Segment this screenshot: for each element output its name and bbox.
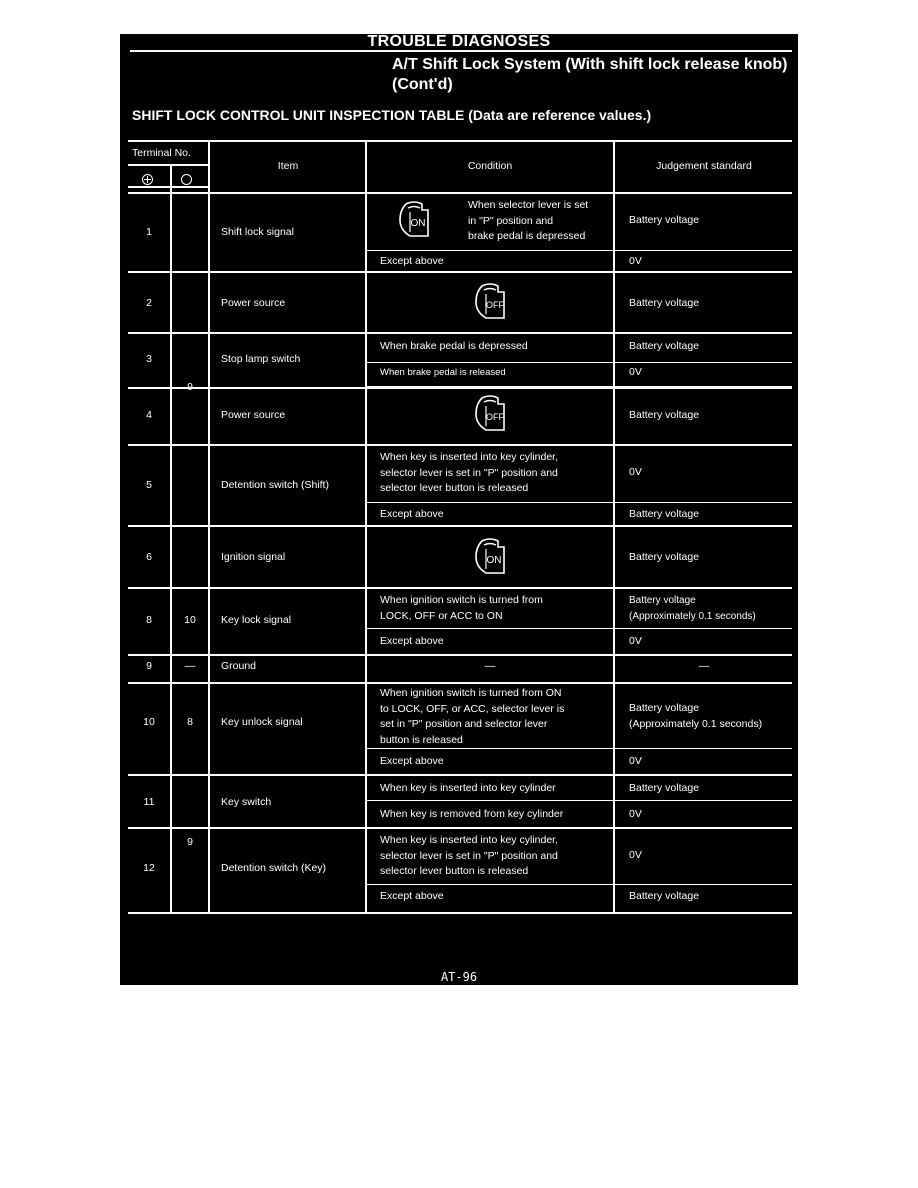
table-rule xyxy=(170,682,208,684)
table-rule xyxy=(128,827,792,829)
key-icon-label: OFF xyxy=(486,300,504,310)
page-number: AT-96 xyxy=(440,970,478,984)
judgement-cell: 0V xyxy=(629,466,642,478)
table-rule xyxy=(170,654,208,656)
condition-cell: When key is inserted into key cylinder, selector lever is set in "P" position and selector lever button is released xyxy=(380,834,558,877)
item-cell: Key unlock signal xyxy=(221,716,303,728)
condition-header: Condition xyxy=(467,160,513,172)
ignition-key-off-icon xyxy=(472,282,508,322)
condition-cell: When ignition switch is turned from ON to LOCK, OFF, or ACC, selector lever is set in "P" position and selector lever button is released xyxy=(380,687,565,746)
terminal-plus: 1 xyxy=(146,226,152,238)
condition-cell: When brake pedal is depressed xyxy=(380,340,528,352)
table-rule xyxy=(128,525,792,527)
condition-cell: Except above xyxy=(380,890,444,902)
table-rule xyxy=(365,386,792,387)
item-cell: Shift lock signal xyxy=(221,226,294,238)
terminal-plus: 4 xyxy=(146,409,152,421)
judgement-cell: Battery voltage xyxy=(629,551,700,563)
table-rule xyxy=(128,186,208,188)
item-cell: Power source xyxy=(221,297,286,309)
terminal-minus: 10 xyxy=(184,614,196,626)
judgement-cell: Battery voltage xyxy=(629,409,700,421)
terminal-plus: 9 xyxy=(146,660,152,672)
condition-cell: When key is inserted into key cylinder, selector lever is set in "P" position and selector lever button is released xyxy=(380,451,558,494)
judgement-header: Judgement standard xyxy=(656,160,752,172)
judgement-cell: 0V xyxy=(629,635,642,647)
judgement-cell: Battery voltage xyxy=(629,214,700,226)
header-rule xyxy=(130,50,792,52)
condition-cell: When brake pedal is released xyxy=(380,367,506,378)
judgement-cell: 0V xyxy=(629,366,642,378)
item-cell: Key lock signal xyxy=(221,614,292,626)
terminal-plus: 12 xyxy=(143,862,155,874)
terminal-plus: 5 xyxy=(146,479,152,491)
table-subtitle: SHIFT LOCK CONTROL UNIT INSPECTION TABLE (Data are reference values.) xyxy=(132,107,652,123)
table-rule xyxy=(128,332,792,334)
table-rule xyxy=(128,164,208,166)
terminal-plus: 6 xyxy=(146,551,152,563)
item-cell: Detention switch (Key) xyxy=(221,862,327,874)
table-rule xyxy=(365,628,792,629)
ignition-key-off-icon xyxy=(472,394,508,434)
judgement-cell: Battery voltage xyxy=(629,890,700,902)
condition-cell: Except above xyxy=(380,635,444,647)
terminal-plus: 11 xyxy=(143,796,155,808)
condition-cell: When key is removed from key cylinder xyxy=(380,808,564,820)
table-rule xyxy=(365,884,792,885)
judgement-cell: Battery voltage (Approximately 0.1 seconds) xyxy=(629,595,756,622)
condition-cell: When key is inserted into key cylinder xyxy=(380,782,556,794)
judgement-cell: 0V xyxy=(629,849,642,861)
condition-cell: — xyxy=(484,660,496,672)
table-rule xyxy=(170,774,208,776)
table-rule xyxy=(128,444,792,446)
table-rule xyxy=(365,502,792,503)
section-title: A/T Shift Lock System (With shift lock release knob) (Cont'd) xyxy=(392,56,788,93)
item-cell: Ground xyxy=(221,660,257,672)
item-header: Item xyxy=(277,160,299,172)
item-cell: Ignition signal xyxy=(221,551,286,563)
table-rule xyxy=(170,587,208,589)
terminal-plus: 2 xyxy=(146,297,152,309)
plus-terminal-icon xyxy=(142,174,153,185)
table-rule xyxy=(128,192,792,194)
table-rule xyxy=(128,140,792,142)
ignition-key-on-icon xyxy=(472,537,508,577)
table-rule xyxy=(128,912,792,914)
ignition-key-on-icon xyxy=(396,200,432,240)
table-rule xyxy=(128,271,792,273)
table-rule xyxy=(365,748,792,749)
terminal-plus: 10 xyxy=(143,716,155,728)
table-rule xyxy=(170,164,172,912)
key-icon-label: OFF xyxy=(486,412,504,422)
table-rule xyxy=(128,587,792,589)
condition-cell: Except above xyxy=(380,255,444,267)
judgement-cell: 0V xyxy=(629,808,642,820)
terminal-minus: 8 xyxy=(187,716,193,728)
item-cell: Power source xyxy=(221,409,286,421)
terminal-no-header: Terminal No. xyxy=(132,147,191,159)
table-rule xyxy=(128,387,792,389)
key-icon-label: ON xyxy=(410,218,426,229)
terminal-plus: 8 xyxy=(146,614,152,626)
item-cell: Detention switch (Shift) xyxy=(221,479,329,491)
item-cell: Stop lamp switch xyxy=(221,353,301,365)
table-rule xyxy=(128,774,792,776)
minus-terminal-icon xyxy=(181,174,192,185)
item-cell: Key switch xyxy=(221,796,272,808)
judgement-cell: — xyxy=(698,660,710,672)
table-rule xyxy=(128,654,792,656)
key-icon-label: ON xyxy=(486,555,502,566)
judgement-cell: Battery voltage xyxy=(629,340,700,352)
page-header-title: TROUBLE DIAGNOSES xyxy=(367,34,551,50)
condition-cell: When selector lever is set in "P" position and brake pedal is depressed xyxy=(468,199,589,242)
table-rule xyxy=(365,362,792,363)
condition-cell: Except above xyxy=(380,755,444,767)
condition-cell: Except above xyxy=(380,508,444,520)
terminal-plus: 3 xyxy=(146,353,152,365)
terminal-minus-merged: 9 xyxy=(187,836,193,848)
judgement-cell: Battery voltage (Approximately 0.1 seconds) xyxy=(629,702,763,730)
judgement-cell: Battery voltage xyxy=(629,508,700,520)
table-rule xyxy=(128,682,792,684)
table-rule xyxy=(365,250,792,251)
judgement-cell: Battery voltage xyxy=(629,297,700,309)
manual-page xyxy=(120,34,798,985)
table-rule xyxy=(365,800,792,801)
judgement-cell: Battery voltage xyxy=(629,782,700,794)
condition-cell: When ignition switch is turned from LOCK, OFF or ACC to ON xyxy=(380,594,543,622)
terminal-minus: — xyxy=(184,660,196,672)
judgement-cell: 0V xyxy=(629,255,642,267)
judgement-cell: 0V xyxy=(629,755,642,767)
